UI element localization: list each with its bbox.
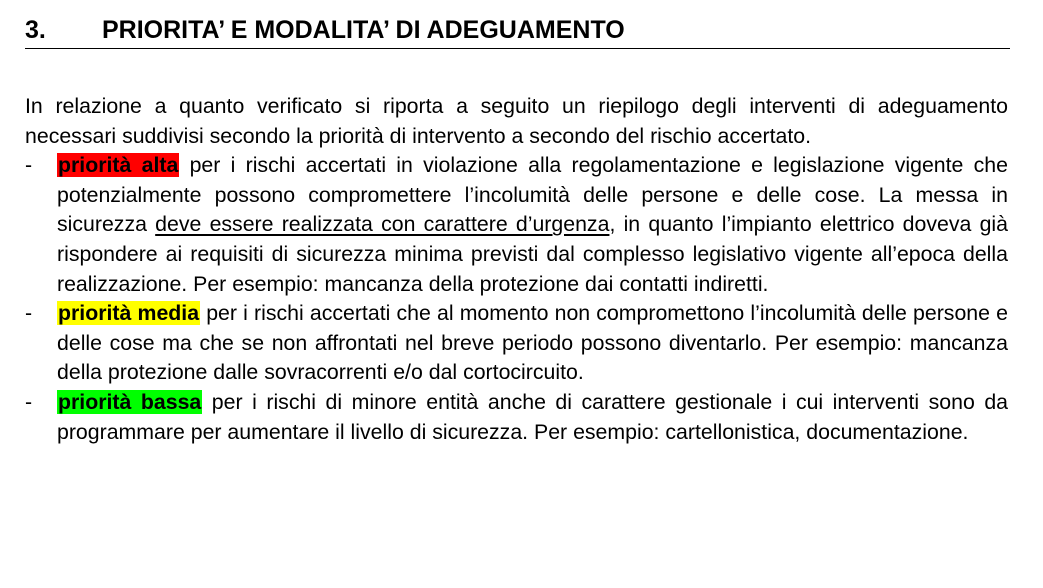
list-bullet: - <box>25 301 33 326</box>
priority-medium-label: priorità media <box>58 301 200 326</box>
list-bullet: - <box>25 389 33 414</box>
intro-paragraph: In relazione a quanto verificato si riporta a seguito un riepilogo degli interventi di adeguamento necessari suddivisi secondo la priorità di intervento a secondo del rischio accertato. <box>25 94 1008 148</box>
document-body <box>25 92 1008 447</box>
priority-high-text-end: , in quanto l’impianto elettrico doveva già rispondere ai requisiti di sicurezza minima previsti dal complesso legislativo vigente all’epoca della realizzazione. Per esempio: mancanza della protezione dai contatti indiretti. <box>57 212 1008 296</box>
priority-list <box>25 151 1008 447</box>
priority-medium-text: per i rischi accertati che al momento non compromettono l’incolumità delle persone e delle cose ma che se non affrontati nel breve periodo possono diventarlo. Per esempio: mancanza della protezione dalle sovracorrenti e/o dal cortocircuito. <box>57 301 1008 385</box>
list-bullet: - <box>25 153 33 178</box>
list-item-priority-high <box>25 151 1008 299</box>
section-title: PRIORITA’ E MODALITA’ DI ADEGUAMENTO <box>102 16 625 44</box>
priority-high-underlined-text: deve essere realizzata con carattere d’urgenza <box>155 212 610 237</box>
priority-high-label: priorità alta <box>58 153 179 178</box>
list-item-priority-low <box>25 388 1008 447</box>
priority-low-text: per i rischi di minore entità anche di carattere gestionale i cui interventi sono da programmare per aumentare il livello di sicurezza. Per esempio: cartellonistica, documentazione. <box>57 389 1009 444</box>
section-number: 3. <box>25 16 46 44</box>
section-heading <box>25 14 1010 49</box>
list-item-priority-medium <box>25 299 1008 388</box>
priority-high-text: per i rischi accertati in violazione alla regolamentazione e legislazione vigente che potenzialmente possono compromettere l’incolumità delle persone e delle cose. La messa in sicurezza <box>57 153 1008 237</box>
priority-low-label: priorità bassa <box>58 389 202 414</box>
